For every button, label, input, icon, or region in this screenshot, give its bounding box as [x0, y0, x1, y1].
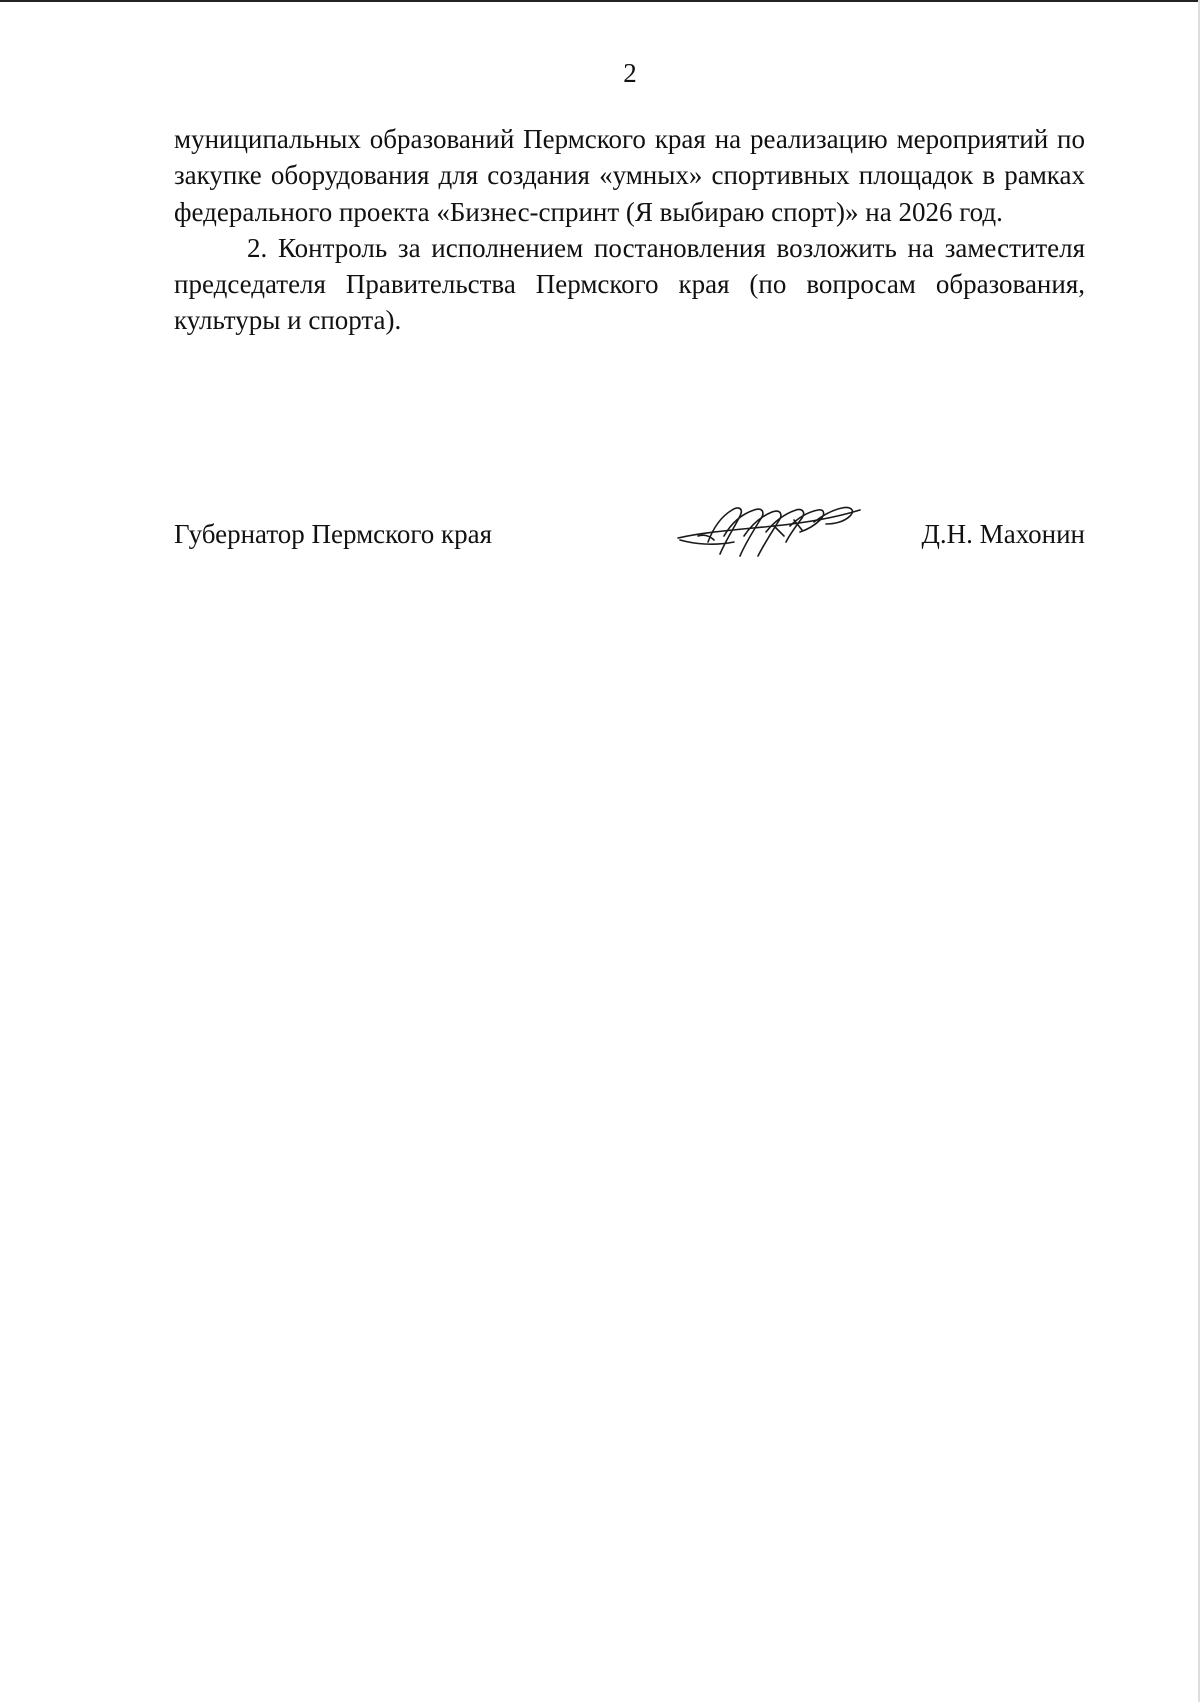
document-body [174, 121, 1085, 339]
handwritten-signature-icon [674, 496, 864, 566]
signer-name: Д.Н. Махонин [921, 519, 1085, 549]
paragraph-continuation: муниципальных образований Пермского края на реализацию мероприятий по закупке оборудования для создания «умных» спортивных площадок в рамках федерального проекта «Бизнес-спринт (Я выбираю спорт)» на 2026 год. [174, 124, 1085, 227]
page-number: 2 [623, 58, 637, 88]
scan-top-edge [0, 0, 1200, 2]
signer-title: Губернатор Пермского края [174, 519, 493, 549]
signature-block [174, 510, 1085, 570]
paragraph-control-clause: 2. Контроль за исполнением постановления возложить на заместителя председателя Правительства Пермского края (по вопросам образования, культуры и спорта). [174, 232, 1085, 336]
